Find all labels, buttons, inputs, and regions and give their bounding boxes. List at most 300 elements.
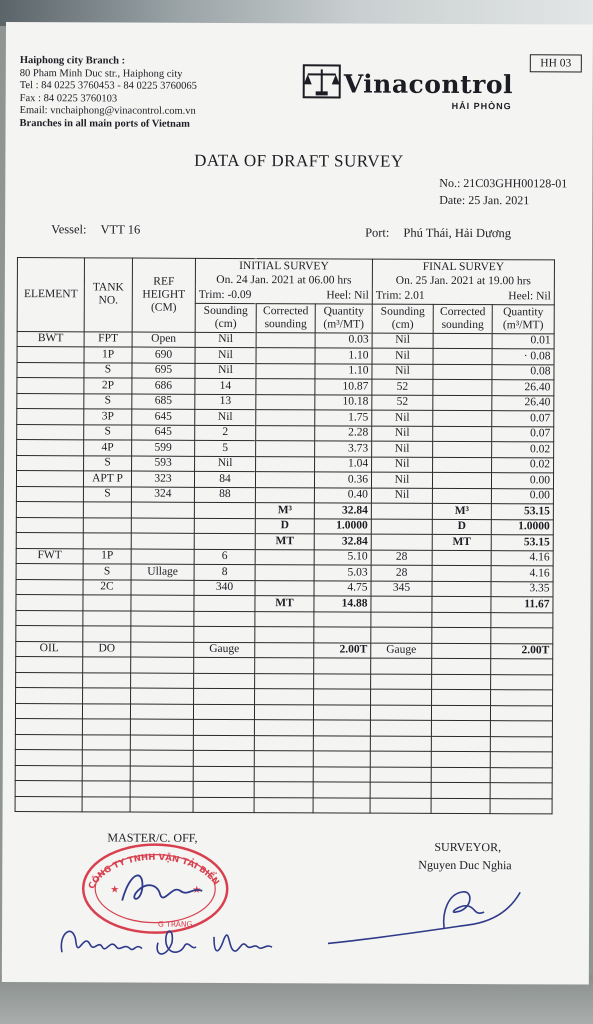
cell-qty-f: 4.16 <box>491 550 553 566</box>
cell-snd-i: Nil <box>195 409 256 425</box>
cell-corr-f <box>433 364 492 380</box>
cell-tank <box>82 765 130 781</box>
cell-element <box>17 440 84 456</box>
cell-element <box>16 471 83 487</box>
cell-ref <box>130 704 193 720</box>
cell-tank: S <box>84 362 132 378</box>
cell-snd-f: Nil <box>372 457 433 473</box>
cell-ref <box>131 502 194 518</box>
cell-snd-f <box>370 736 431 752</box>
cell-corr-i <box>254 797 313 813</box>
cell-corr-f <box>432 627 491 643</box>
draft-survey-table <box>15 257 555 814</box>
cell-tank: S <box>84 393 132 409</box>
cell-qty-f: 3.35 <box>491 581 553 597</box>
cell-qty-f: 0.07 <box>492 411 554 427</box>
cell-corr-f <box>431 767 490 783</box>
cell-element <box>16 626 83 642</box>
svg-text:★: ★ <box>110 884 120 896</box>
table-row <box>15 796 552 814</box>
cell-corr-i <box>256 441 315 457</box>
cell-corr-f <box>432 643 491 659</box>
cell-element: FWT <box>16 548 83 564</box>
cell-qty-f: 0.02 <box>492 457 554 473</box>
cell-snd-f <box>371 534 432 550</box>
cell-element <box>16 579 83 595</box>
cell-tank <box>82 750 130 766</box>
cell-corr-i <box>254 704 313 720</box>
cell-snd-i: 340 <box>194 580 255 596</box>
cell-tank: FPT <box>84 331 132 347</box>
cell-qty-f <box>491 690 553 706</box>
branch-name: Haiphong city Branch : <box>19 55 126 67</box>
cell-snd-i: Nil <box>195 347 256 363</box>
cell-corr-f <box>432 658 491 674</box>
surveyor-label: SURVEYOR, <box>434 839 502 855</box>
cell-qty-f <box>490 705 552 721</box>
cell-qty-i: 0.03 <box>315 332 372 348</box>
cell-snd-f: Gauge <box>371 643 432 659</box>
cell-snd-i: Nil <box>195 332 256 348</box>
cell-ref: 695 <box>132 363 195 379</box>
cell-snd-f <box>370 720 431 736</box>
cell-snd-f <box>370 767 431 783</box>
cell-snd-i: Nil <box>195 363 256 379</box>
header-ref-height: REF HEIGHT (CM) <box>132 258 195 332</box>
cell-element <box>16 502 83 518</box>
cell-snd-i <box>193 719 254 735</box>
header-element: ELEMENT <box>17 258 84 332</box>
cell-snd-f: Nil <box>371 472 432 488</box>
header-final-heel: Heel: Nil <box>508 289 551 303</box>
cell-snd-i: 8 <box>194 564 255 580</box>
cell-snd-i <box>193 735 254 751</box>
cell-tank: 2P <box>84 378 132 394</box>
cell-corr-i <box>256 363 315 379</box>
cell-ref <box>131 673 194 689</box>
cell-snd-i: 84 <box>194 471 255 487</box>
cell-corr-f <box>432 550 491 566</box>
cell-tank: 4P <box>84 440 132 456</box>
cell-corr-f <box>432 689 491 705</box>
cell-qty-f: 2.00T <box>491 643 553 659</box>
cell-qty-f: 0.00 <box>491 473 553 489</box>
cell-qty-f: 0.01 <box>492 333 554 349</box>
cell-qty-i: 1.10 <box>315 348 372 364</box>
cell-corr-i <box>255 611 314 627</box>
cell-corr-i: D <box>255 518 314 534</box>
cell-element: BWT <box>17 331 84 347</box>
header-final-on: On. 25 Jan. 2021 at 19.00 hrs <box>372 274 554 289</box>
cell-corr-f: MT <box>432 534 491 550</box>
cell-corr-f <box>433 410 492 426</box>
cell-tank <box>82 703 130 719</box>
port-label: Port: <box>365 225 390 240</box>
cell-element <box>16 486 83 502</box>
cell-snd-i: 88 <box>194 487 255 503</box>
cell-element <box>16 564 83 580</box>
form-code: HH 03 <box>530 54 582 72</box>
cell-corr-f <box>432 565 491 581</box>
surveyor-signature <box>324 881 524 952</box>
cell-snd-i: 5 <box>195 440 256 456</box>
cell-tank: 1P <box>84 347 132 363</box>
cell-element <box>16 595 83 611</box>
cell-qty-i: 32.84 <box>314 503 371 519</box>
cell-snd-f: Nil <box>372 364 433 380</box>
cell-snd-f: Nil <box>372 348 433 364</box>
cell-ref <box>130 735 193 751</box>
branch-address: 80 Pham Minh Duc str., Haiphong city <box>19 67 183 80</box>
cell-qty-i <box>313 704 370 720</box>
cell-qty-i: 32.84 <box>314 534 371 550</box>
master-signature <box>54 912 284 973</box>
document-title: DATA OF DRAFT SURVEY <box>194 150 404 171</box>
cell-tank: S <box>83 564 131 580</box>
cell-snd-i <box>193 750 254 766</box>
branch-email: Email: vnchaiphong@vinacontrol.com.vn <box>19 105 196 118</box>
cell-qty-i: 5.03 <box>314 565 371 581</box>
cell-qty-f <box>491 659 553 675</box>
cell-element <box>15 750 82 766</box>
cell-qty-f <box>491 674 553 690</box>
scales-icon <box>302 63 342 103</box>
cell-qty-i <box>313 782 370 798</box>
cell-corr-i <box>254 766 313 782</box>
cell-snd-i <box>194 502 255 518</box>
cell-snd-f <box>371 674 432 690</box>
cell-corr-i <box>256 425 315 441</box>
cell-corr-f <box>432 596 491 612</box>
cell-qty-i <box>314 627 371 643</box>
cell-qty-i: 14.88 <box>314 596 371 612</box>
cell-tank <box>83 517 131 533</box>
cell-element <box>16 610 83 626</box>
cell-qty-i: 4.75 <box>314 580 371 596</box>
cell-ref <box>131 657 194 673</box>
branch-info <box>20 55 198 131</box>
cell-snd-i <box>194 688 255 704</box>
cell-corr-i <box>255 689 314 705</box>
cell-snd-f: Nil <box>372 426 433 442</box>
branch-ports: Branches in all main ports of Vietnam <box>19 118 190 130</box>
cell-tank <box>83 502 131 518</box>
cell-snd-f: 52 <box>372 395 433 411</box>
cell-snd-i <box>194 657 255 673</box>
cell-qty-f: 1.0000 <box>491 519 553 535</box>
cell-corr-f <box>431 720 490 736</box>
cell-element <box>17 362 84 378</box>
cell-corr-i <box>256 394 315 410</box>
cell-qty-i <box>314 673 371 689</box>
cell-tank <box>82 781 130 797</box>
cell-snd-i <box>193 797 254 813</box>
cell-tank: S <box>83 486 131 502</box>
cell-qty-i: 1.0000 <box>314 518 371 534</box>
header-sounding-final: Sounding (cm) <box>372 304 433 333</box>
reference-date: Date: 25 Jan. 2021 <box>439 192 530 208</box>
header-final-title: FINAL SURVEY <box>372 259 554 275</box>
cell-element <box>17 424 84 440</box>
cell-qty-f: · 0.08 <box>492 349 554 365</box>
cell-ref <box>131 642 194 658</box>
cell-element <box>17 393 84 409</box>
cell-corr-i <box>256 410 315 426</box>
cell-snd-f <box>371 519 432 535</box>
cell-ref: 323 <box>131 471 194 487</box>
cell-snd-i: Nil <box>195 456 256 472</box>
cell-corr-i <box>255 487 314 503</box>
cell-snd-i <box>194 626 255 642</box>
cell-element <box>15 796 82 812</box>
header-tank: TANK NO. <box>84 258 132 332</box>
cell-corr-f <box>433 457 492 473</box>
cell-corr-i <box>255 549 314 565</box>
vessel-field <box>51 222 140 237</box>
cell-qty-i: 2.28 <box>315 425 372 441</box>
cell-ref <box>131 688 194 704</box>
cell-snd-i <box>194 611 255 627</box>
cell-snd-f: Nil <box>372 441 433 457</box>
cell-corr-i <box>255 472 314 488</box>
cell-snd-i: Gauge <box>194 642 255 658</box>
cell-corr-f <box>433 333 492 349</box>
cell-qty-i: 1.04 <box>315 456 372 472</box>
logo-wordmark: Vinacontrol <box>343 69 514 100</box>
cell-ref: Ullage <box>131 564 194 580</box>
cell-tank <box>83 595 131 611</box>
cell-element <box>16 517 83 533</box>
cell-snd-f <box>371 503 432 519</box>
cell-qty-i <box>313 766 370 782</box>
cell-snd-i <box>194 533 255 549</box>
cell-element <box>15 719 82 735</box>
cell-element <box>17 378 84 394</box>
cell-snd-f: Nil <box>372 333 433 349</box>
svg-text:★: ★ <box>192 884 202 896</box>
cell-element <box>15 781 82 797</box>
cell-snd-i <box>193 781 254 797</box>
cell-qty-f: 4.16 <box>491 566 553 582</box>
cell-snd-i: 13 <box>195 394 256 410</box>
cell-ref <box>131 626 194 642</box>
cell-ref <box>131 533 194 549</box>
cell-ref <box>131 549 194 565</box>
cell-ref: 645 <box>132 425 195 441</box>
cell-ref: 324 <box>131 487 194 503</box>
cell-qty-f: 0.00 <box>491 488 553 504</box>
cell-tank <box>83 657 131 673</box>
cell-qty-i <box>313 797 370 813</box>
cell-qty-i <box>313 751 370 767</box>
cell-ref <box>131 595 194 611</box>
cell-qty-f: 53.15 <box>491 535 553 551</box>
header-initial-on: On. 24 Jan. 2021 at 06.00 hrs <box>195 273 372 288</box>
cell-ref <box>130 797 193 813</box>
cell-qty-i: 10.18 <box>315 394 372 410</box>
reference <box>439 175 567 210</box>
cell-qty-i: 0.40 <box>314 487 371 503</box>
cell-snd-i <box>194 673 255 689</box>
cell-tank: S <box>84 455 132 471</box>
branch-tel: Tel : 84 0225 3760453 - 84 0225 3760065 <box>19 80 197 93</box>
surveyor-name: Nguyen Duc Nghia <box>418 857 512 873</box>
header-corrected-initial: Corrected sounding <box>256 303 315 332</box>
cell-snd-i <box>193 704 254 720</box>
cell-tank <box>83 610 131 626</box>
cell-element <box>15 734 82 750</box>
cell-corr-i <box>254 720 313 736</box>
cell-snd-f <box>371 658 432 674</box>
cell-snd-i: 6 <box>194 549 255 565</box>
cell-ref: 593 <box>132 456 195 472</box>
master-label: MASTER/C. OFF, <box>107 830 198 845</box>
cell-qty-f <box>490 767 552 783</box>
cell-qty-f: 26.40 <box>492 380 554 396</box>
cell-corr-f <box>432 674 491 690</box>
cell-qty-i: 5.10 <box>314 549 371 565</box>
cell-ref: 645 <box>132 409 195 425</box>
cell-snd-i: 2 <box>195 425 256 441</box>
port-value: Phú Thái, Hải Dương <box>403 225 512 241</box>
cell-corr-f <box>432 472 491 488</box>
survey-document <box>2 22 593 985</box>
vessel-value: VTT 16 <box>100 222 141 237</box>
header-final-trim: Trim: 2.01 <box>375 289 425 302</box>
cell-qty-i <box>313 720 370 736</box>
cell-tank: S <box>84 424 132 440</box>
cell-corr-f <box>432 488 491 504</box>
cell-snd-f: Nil <box>371 488 432 504</box>
cell-qty-f <box>490 783 552 799</box>
cell-ref <box>131 580 194 596</box>
cell-snd-f <box>371 689 432 705</box>
cell-corr-f <box>431 736 490 752</box>
svg-text:CÔNG TY TNHH VẬN TẢI BIỂN: CÔNG TY TNHH VẬN TẢI BIỂN <box>86 852 221 891</box>
cell-corr-i <box>255 565 314 581</box>
cell-element <box>16 672 83 688</box>
cell-corr-i <box>256 348 315 364</box>
cell-ref <box>131 518 194 534</box>
cell-corr-i <box>255 627 314 643</box>
cell-tank <box>83 626 131 642</box>
cell-tank: 2C <box>83 579 131 595</box>
cell-element: OIL <box>16 641 83 657</box>
cell-qty-i: 1.75 <box>315 410 372 426</box>
cell-tank <box>82 734 130 750</box>
cell-qty-i: 0.36 <box>314 472 371 488</box>
cell-qty-f: 0.08 <box>492 364 554 380</box>
logo-city: HẢI PHÒNG <box>451 100 512 112</box>
cell-corr-f: M³ <box>432 503 491 519</box>
cell-qty-i: 2.00T <box>314 642 371 658</box>
cell-corr-i: MT <box>255 596 314 612</box>
cell-snd-i <box>194 595 255 611</box>
header-quantity-initial: Quantity (m³/MT) <box>315 303 372 332</box>
cell-element <box>15 703 82 719</box>
cell-snd-i <box>194 518 255 534</box>
cell-snd-f <box>370 798 431 814</box>
cell-corr-f: D <box>432 519 491 535</box>
cell-element <box>15 765 82 781</box>
cell-snd-f: 28 <box>371 550 432 566</box>
cell-snd-f: 52 <box>372 379 433 395</box>
cell-qty-i: 10.87 <box>315 379 372 395</box>
cell-snd-i <box>193 766 254 782</box>
header-sounding-initial: Sounding (cm) <box>195 303 256 332</box>
cell-qty-f: 0.02 <box>492 442 554 458</box>
cell-element <box>17 409 84 425</box>
cell-qty-f: 26.40 <box>492 395 554 411</box>
cell-qty-f <box>491 628 553 644</box>
cell-tank: DO <box>83 641 131 657</box>
cell-qty-i: 3.73 <box>315 441 372 457</box>
cell-corr-f <box>431 798 490 814</box>
cell-tank: 1P <box>83 548 131 564</box>
svg-text:G TRANG: G TRANG <box>158 919 193 929</box>
cell-snd-f <box>370 705 431 721</box>
cell-qty-i: 1.10 <box>315 363 372 379</box>
cell-element <box>16 688 83 704</box>
cell-qty-f: 53.15 <box>491 504 553 520</box>
header-corrected-final: Corrected sounding <box>433 304 492 333</box>
cell-corr-f <box>431 705 490 721</box>
header-initial-heel: Heel: Nil <box>326 289 369 302</box>
cell-corr-i <box>256 332 315 348</box>
cell-snd-f <box>371 627 432 643</box>
header-initial-trim: Trim: -0.09 <box>198 288 252 301</box>
cell-corr-i: M³ <box>255 503 314 519</box>
cell-corr-i <box>255 658 314 674</box>
vinacontrol-logo <box>302 63 532 124</box>
cell-element <box>17 455 84 471</box>
cell-element <box>17 347 84 363</box>
cell-corr-f <box>432 612 491 628</box>
cell-qty-i <box>314 611 371 627</box>
cell-corr-i <box>254 782 313 798</box>
cell-ref <box>130 750 193 766</box>
cell-snd-f <box>370 751 431 767</box>
cell-tank <box>83 533 131 549</box>
cell-corr-f <box>432 581 491 597</box>
cell-qty-f <box>491 612 553 628</box>
cell-snd-i: 14 <box>195 378 256 394</box>
header-quantity-final: Quantity (m³/MT) <box>492 304 554 333</box>
cell-element <box>16 533 83 549</box>
cell-corr-f <box>433 395 492 411</box>
cell-ref <box>131 611 194 627</box>
cell-corr-i <box>254 735 313 751</box>
cell-element <box>16 657 83 673</box>
cell-ref <box>130 781 193 797</box>
cell-ref <box>130 766 193 782</box>
cell-corr-i <box>255 580 314 596</box>
cell-corr-i <box>255 642 314 658</box>
header-initial-title: INITIAL SURVEY <box>195 258 372 274</box>
vessel-label: Vessel: <box>51 222 87 237</box>
cell-corr-i <box>256 379 315 395</box>
cell-corr-i <box>256 456 315 472</box>
cell-tank <box>82 796 130 812</box>
cell-corr-f <box>433 426 492 442</box>
cell-tank <box>83 672 131 688</box>
cell-ref: 685 <box>132 394 195 410</box>
header-final-trim-heel <box>372 289 554 305</box>
branch-fax: Fax : 84 0225 3760103 <box>19 92 118 105</box>
cell-corr-i: MT <box>255 534 314 550</box>
cell-tank: 3P <box>84 409 132 425</box>
cell-qty-f <box>490 798 552 814</box>
